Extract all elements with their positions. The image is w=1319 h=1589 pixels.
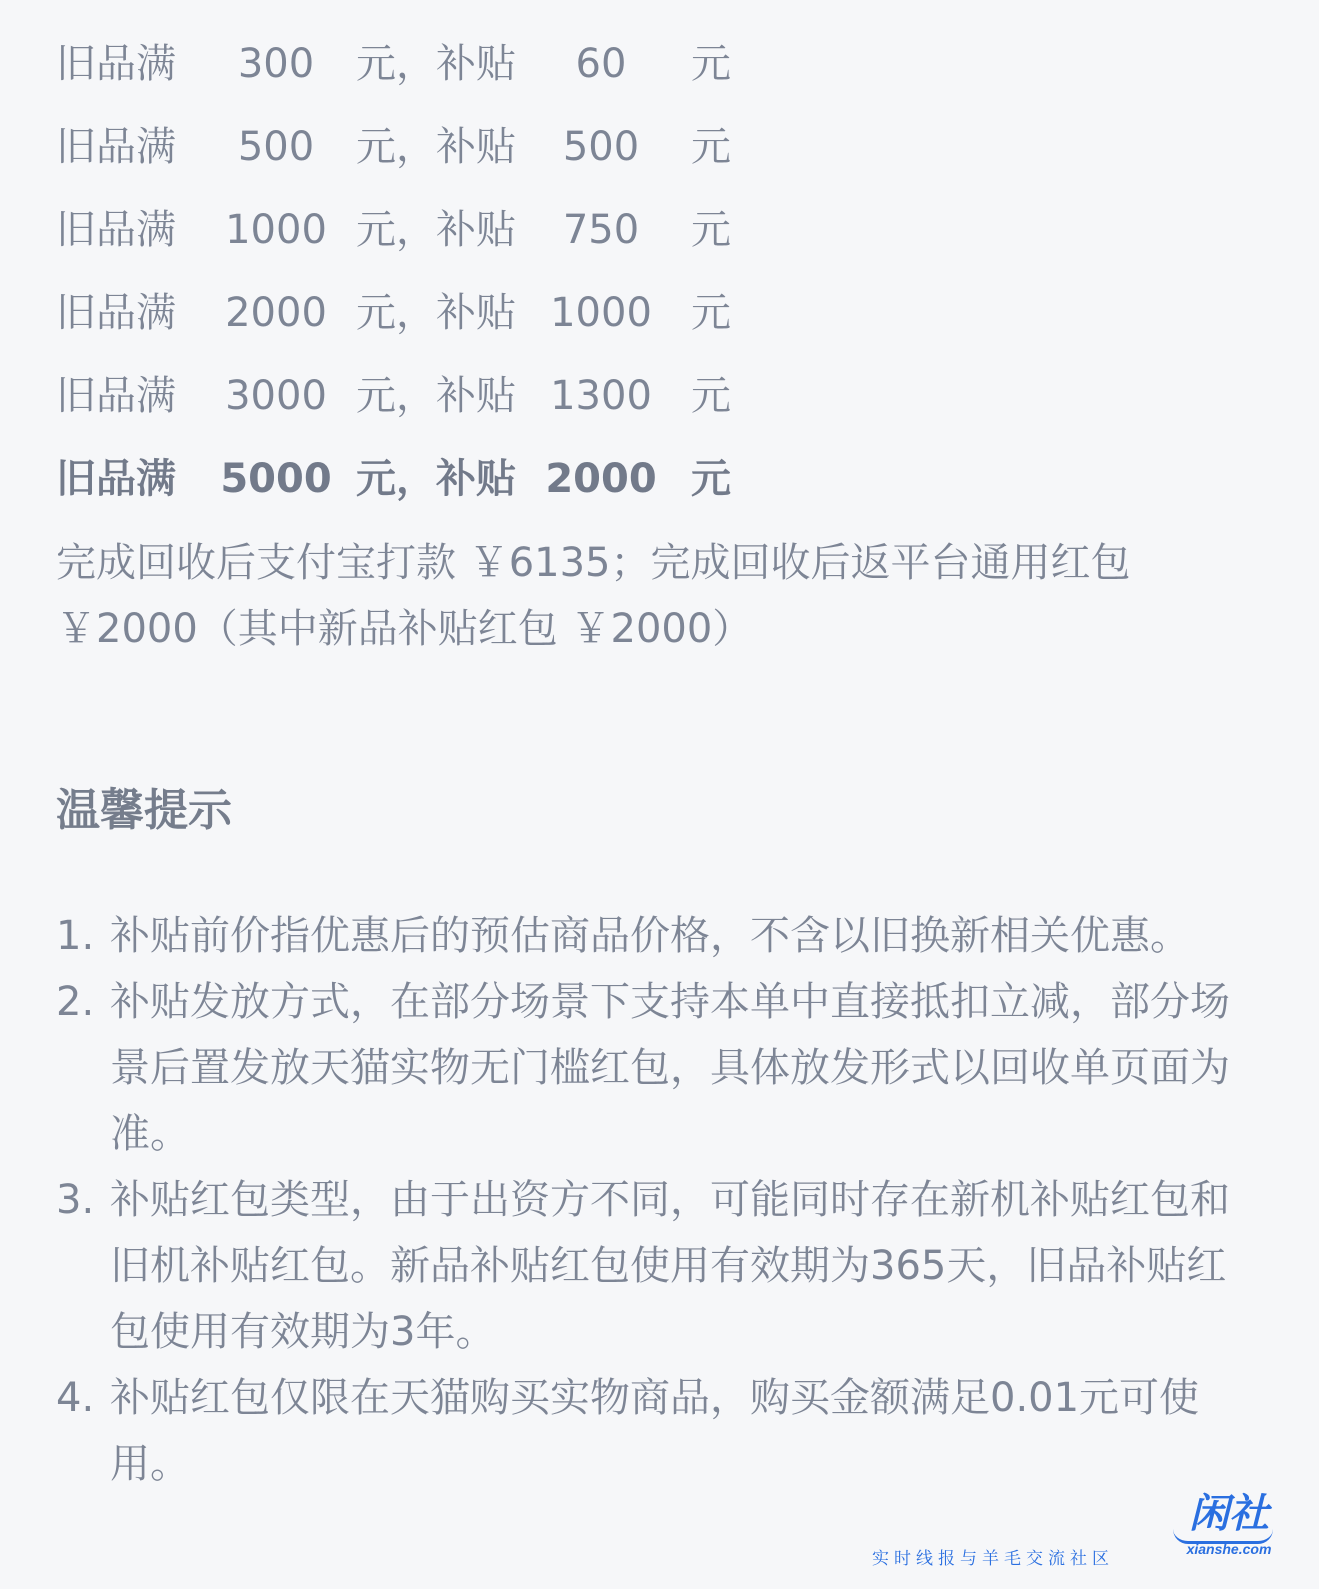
payout-summary: 完成回收后支付宝打款 ￥6135；完成回收后返平台通用红包 ￥2000（其中新品补贴红包 ￥2000）	[56, 540, 1131, 652]
tier-label: 旧品满	[56, 40, 176, 87]
subsidy-label: 补贴	[436, 455, 516, 502]
subsidy-label: 补贴	[436, 372, 516, 419]
old-amount: 300	[237, 40, 315, 87]
subsidy-amount: 500	[562, 123, 640, 170]
old-amount: 5000	[220, 455, 332, 502]
unit: 元，	[356, 289, 436, 336]
tip-number: 1.	[56, 913, 95, 959]
unit: 元，	[356, 206, 436, 253]
tip-number: 4.	[56, 1375, 95, 1421]
unit: 元，	[356, 372, 436, 419]
tier-row	[56, 271, 736, 354]
tip-item	[56, 969, 1256, 1167]
unit: 元	[691, 123, 731, 170]
tier-label: 旧品满	[56, 123, 176, 170]
tier-row	[56, 22, 736, 105]
subsidy-amount: 1000	[550, 289, 652, 336]
unit: 元，	[356, 123, 436, 170]
old-amount: 3000	[225, 372, 327, 419]
subsidy-label: 补贴	[436, 123, 516, 170]
unit: 元	[691, 455, 731, 502]
tip-number: 2.	[56, 979, 95, 1025]
subsidy-label: 补贴	[436, 40, 516, 87]
unit: 元	[691, 206, 731, 253]
tips-title: 温馨提示	[56, 785, 232, 836]
subsidy-tier-table	[56, 22, 736, 520]
unit: 元，	[356, 40, 436, 87]
tip-item	[56, 903, 1256, 969]
subsidy-amount: 1300	[550, 372, 652, 419]
tier-label: 旧品满	[56, 372, 176, 419]
unit: 元，	[356, 455, 436, 502]
watermark-domain: xianshe.com	[1186, 1541, 1272, 1557]
tip-number: 3.	[56, 1177, 95, 1223]
unit: 元	[691, 372, 731, 419]
subsidy-amount: 60	[575, 40, 627, 87]
tier-row	[56, 105, 736, 188]
xianshe-logo-icon: 闲社	[1189, 1491, 1269, 1537]
subsidy-amount: 2000	[545, 455, 657, 502]
tip-item	[56, 1167, 1256, 1365]
tips-list	[56, 903, 1256, 1497]
tip-text: 补贴红包仅限在天猫购买实物商品，购买金额满足0.01元可使用。	[110, 1375, 1200, 1487]
watermark-slogan: 实时线报与羊毛交流社区	[872, 1549, 1114, 1569]
tier-row	[56, 188, 736, 271]
unit: 元	[691, 40, 731, 87]
subsidy-amount: 750	[562, 206, 640, 253]
tip-text: 补贴红包类型，由于出资方不同，可能同时存在新机补贴红包和旧机补贴红包。新品补贴红包使用有效期为365天，旧品补贴红包使用有效期为3年。	[110, 1177, 1230, 1355]
unit: 元	[691, 289, 731, 336]
watermark-logo	[1169, 1489, 1289, 1569]
old-amount: 2000	[225, 289, 327, 336]
tier-label: 旧品满	[56, 206, 176, 253]
tip-text: 补贴前价指优惠后的预估商品价格，不含以旧换新相关优惠。	[110, 913, 1190, 959]
old-amount: 1000	[225, 206, 327, 253]
old-amount: 500	[237, 123, 315, 170]
subsidy-label: 补贴	[436, 206, 516, 253]
tip-item	[56, 1365, 1256, 1497]
tier-label: 旧品满	[56, 455, 176, 502]
tier-row-highlighted	[56, 437, 736, 520]
tier-label: 旧品满	[56, 289, 176, 336]
subsidy-label: 补贴	[436, 289, 516, 336]
tier-row	[56, 354, 736, 437]
tip-text: 补贴发放方式，在部分场景下支持本单中直接抵扣立减，部分场景后置发放天猫实物无门槛红包，具体放发形式以回收单页面为准。	[110, 979, 1230, 1157]
